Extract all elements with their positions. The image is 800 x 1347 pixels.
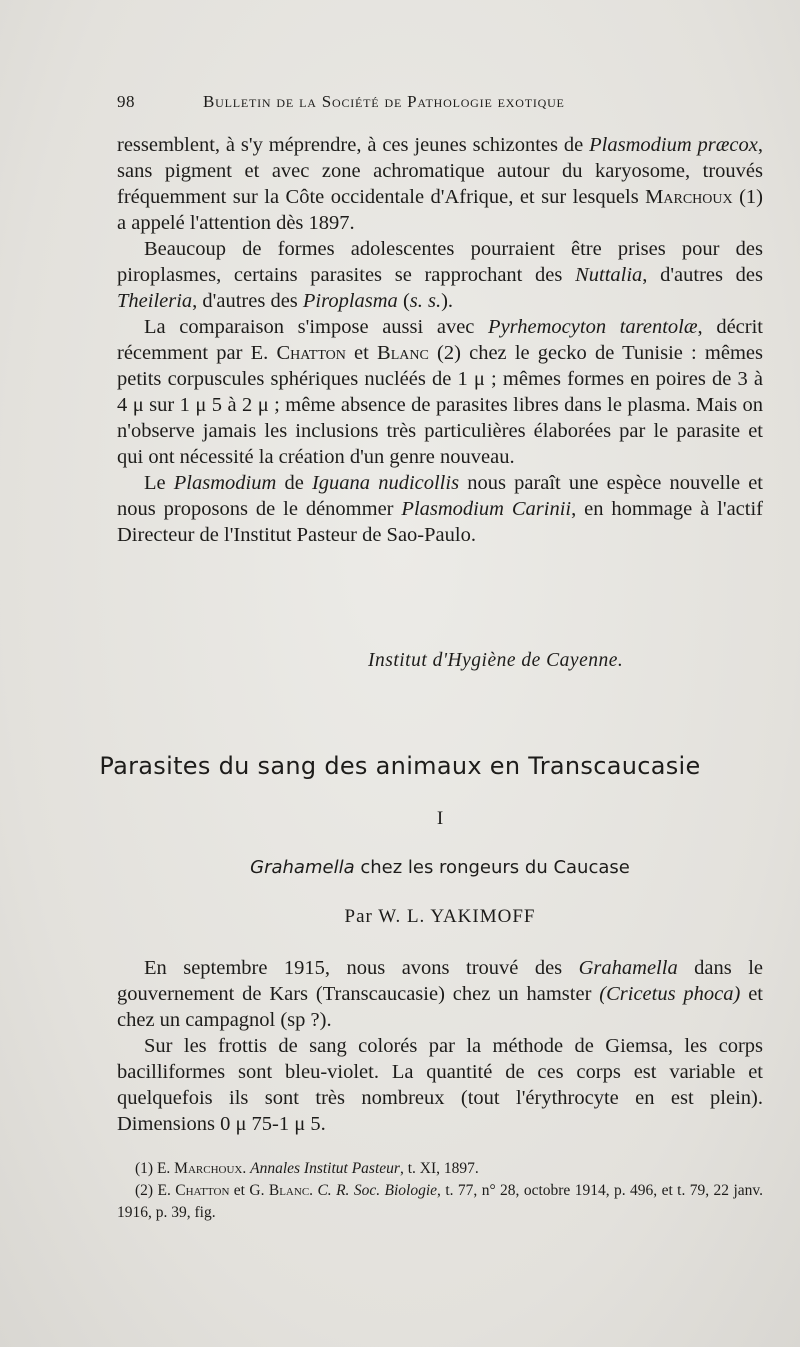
author-name: Blanc	[377, 342, 429, 364]
text-run: dans le gouvernement de Kars (Transcaucasie) chez un hamster	[117, 957, 763, 1005]
text-run: , d'autres des	[192, 290, 303, 312]
text-run: et	[345, 342, 378, 364]
text-run: et G.	[229, 1182, 269, 1199]
genus-name: Grahamella	[250, 857, 355, 878]
footnote-2	[117, 1180, 763, 1224]
text-run: (1) E.	[135, 1160, 175, 1177]
author-name: Chatton	[175, 1182, 230, 1199]
new-article-text	[117, 955, 763, 1137]
article-author: Par W. L. YAKIMOFF	[344, 906, 536, 927]
text-run: de	[276, 472, 312, 494]
species-name: Plasmodium præcox	[589, 134, 758, 156]
institution-signature: Institut d'Hygiène de Cayenne.	[368, 650, 624, 671]
species-name: (Cricetus phoca)	[599, 983, 741, 1005]
text-run: ressemblent, à s'y méprendre, à ces jeunes schizontes de	[117, 134, 590, 156]
text-run: Le	[144, 472, 174, 494]
author-name: Marchoux	[645, 186, 733, 208]
paragraph	[117, 132, 763, 236]
section-number: I	[436, 808, 444, 829]
abbreviation: s. s.	[409, 290, 442, 312]
paragraph	[117, 955, 763, 1033]
species-name: Iguana nudicollis	[311, 472, 460, 494]
species-name: Plasmodium Carinii	[401, 498, 572, 520]
author-name: Chatton	[276, 342, 346, 364]
paragraph	[117, 470, 763, 548]
text-run: , sans pigment et avec zone achromatique autour du karyosome, trouvés fréquemment sur la Côte occidentale d'Afrique, et sur lesquels	[117, 134, 763, 208]
text-run: (1) a appelé l'attention dès 1897.	[117, 186, 764, 234]
paragraph	[117, 314, 763, 470]
text-run: (	[397, 290, 410, 312]
text-run: Beaucoup de formes adolescentes pourraient être prises pour des piroplasmes, certains parasites se rapprochant des	[117, 238, 763, 286]
article-subtitle	[0, 857, 800, 878]
text-run: , t. XI, 1897.	[399, 1160, 479, 1177]
author-name: Blanc	[268, 1182, 310, 1199]
text-run: , décrit récemment par E.	[117, 316, 763, 364]
author-name: Marchoux	[174, 1160, 243, 1177]
continued-article-text	[117, 132, 763, 548]
text-run: (2) chez le gecko de Tunisie : mêmes petits corpuscules sphériques nucléés de 1 μ ; mêmes formes en poires de 3 à 4 μ sur 1 μ 5 à 2 μ ; même absence de parasites libres dans le plasma. Mais on n'observe jamais les inclusions très particulières élaborées par le parasite et qui ont nécessité la création d'un genre nouveau.	[117, 342, 764, 468]
journal-name: C. R. Soc. Biologie	[317, 1182, 438, 1199]
text-run: ).	[441, 290, 454, 312]
species-name: Pyrhemocyton tarentolæ	[488, 316, 698, 338]
text-run: nous paraît une espèce nouvelle et nous proposons de le dénommer	[117, 472, 763, 520]
text-run: .	[242, 1160, 251, 1177]
text-run: chez les rongeurs du Caucase	[354, 857, 630, 878]
footnote-1	[117, 1158, 763, 1180]
text-run: En septembre 1915, nous avons trouvé des	[144, 957, 579, 979]
footnotes	[117, 1158, 763, 1224]
paragraph	[117, 236, 763, 314]
genus-name: Theileria	[117, 290, 193, 312]
text-run: La comparaison s'impose aussi avec	[144, 316, 489, 338]
genus-name: Grahamella	[578, 957, 678, 979]
text-run: , en hommage à l'actif Directeur de l'Institut Pasteur de Sao-Paulo.	[117, 498, 763, 546]
text-run: , d'autres des	[642, 264, 764, 286]
genus-name: Nuttalia	[575, 264, 643, 286]
genus-name: Plasmodium	[173, 472, 277, 494]
text-run: .	[309, 1182, 318, 1199]
page-number: 98	[117, 92, 135, 111]
genus-name: Piroplasma	[302, 290, 398, 312]
text-run: et chez un campagnol (sp ?).	[117, 983, 763, 1031]
paragraph: Sur les frottis de sang colorés par la méthode de Giemsa, les corps bacilliformes sont bleu-violet. La quantité de ces corps est variable et quelquefois ils sont très nombreux (tout l'érythrocyte en est plein). Dimensions 0 μ 75-1 μ 5.	[117, 1035, 763, 1135]
running-title: Bulletin de la Société de Pathologie exotique	[203, 92, 565, 111]
text-run: (2) E.	[135, 1182, 176, 1199]
article-title: Parasites du sang des animaux en Transcaucasie	[99, 752, 701, 780]
text-run: , t. 77, n° 28, octobre 1914, p. 496, et t. 79, 22 janv. 1916, p. 39, fig.	[117, 1182, 764, 1221]
journal-name: Annales Institut Pasteur	[250, 1160, 400, 1177]
